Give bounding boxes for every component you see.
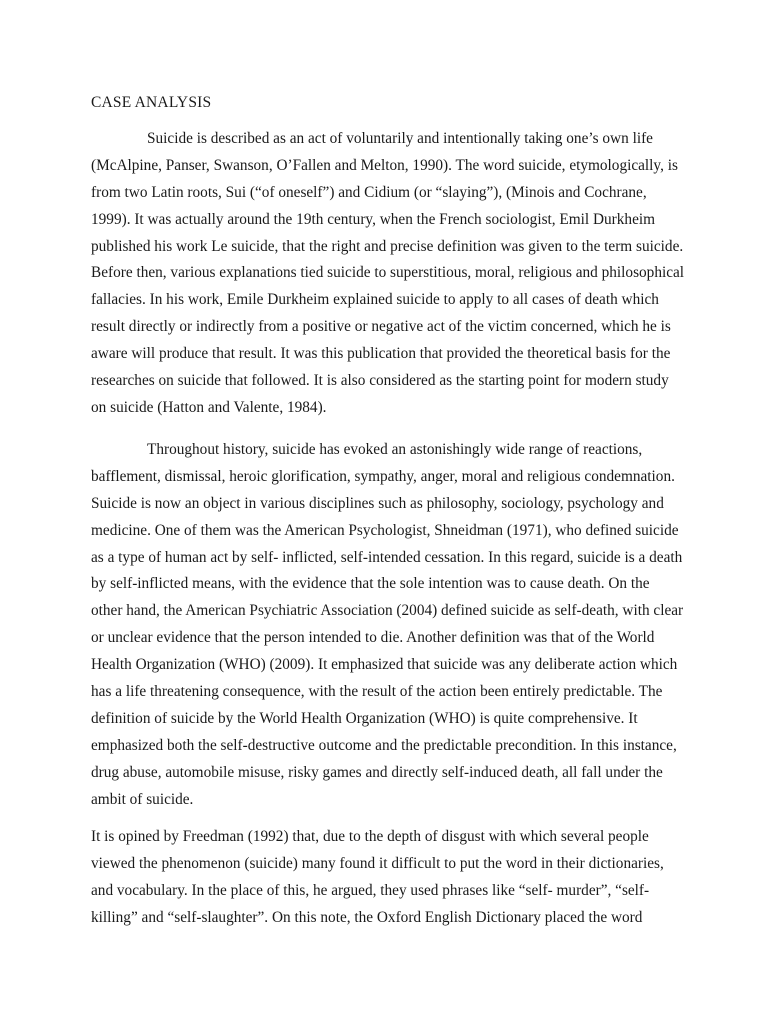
paragraph-line: Suicide is now an object in various disciplines such as philosophy, sociology, psychology and bbox=[91, 494, 664, 512]
paragraph-line: by self-inflicted means, with the evidence that the sole intention was to cause death. On the bbox=[91, 575, 650, 593]
paragraph-line: as a type of human act by self- inflicted, self-intended cessation. In this regard, suicide is a death bbox=[91, 548, 683, 566]
paragraph-line: killing” and “self-slaughter”. On this note, the Oxford English Dictionary placed the word bbox=[91, 908, 643, 926]
paragraph-3 bbox=[91, 824, 681, 932]
paragraph-line: 1999). It was actually around the 19th century, when the French sociologist, Emil Durkheim bbox=[91, 210, 656, 228]
paragraph-line: It is opined by Freedman (1992) that, due to the depth of disgust with which several people bbox=[91, 828, 649, 845]
paragraph-line: emphasized both the self-destructive outcome and the predictable precondition. In this instance, bbox=[91, 736, 677, 754]
paragraph-line: Throughout history, suicide has evoked an astonishingly wide range of reactions, bbox=[147, 441, 643, 458]
paragraph-line: drug abuse, automobile misuse, risky games and directly self-induced death, all fall under the bbox=[91, 763, 663, 781]
paragraph-line: definition of suicide by the World Health Organization (WHO) is quite comprehensive. It bbox=[91, 709, 638, 727]
paragraph-line: aware will produce that result. It was this publication that provided the theoretical basis for the bbox=[91, 345, 671, 363]
paragraph-1 bbox=[91, 126, 685, 422]
paragraph-line: Before then, various explanations tied suicide to superstitious, moral, religious and philosophical bbox=[91, 264, 685, 282]
paragraph-line: result directly or indirectly from a positive or negative act of the victim concerned, which he is bbox=[91, 318, 671, 336]
paragraph-line: on suicide (Hatton and Valente, 1984). bbox=[91, 398, 327, 416]
paragraph-2 bbox=[91, 437, 684, 813]
paragraph-line: published his work Le suicide, that the right and precise definition was given to the term suicide. bbox=[91, 237, 684, 255]
paragraph-line: researches on suicide that followed. It is also considered as the starting point for modern study bbox=[91, 372, 669, 390]
paragraph-line: from two Latin roots, Sui (“of oneself”) and Cidium (or “slaying”), (Minois and Cochrane, bbox=[91, 183, 647, 201]
document-heading: CASE ANALYSIS bbox=[91, 94, 212, 111]
paragraph-line: and vocabulary. In the place of this, he argued, they used phrases like “self- murder”, “self- bbox=[91, 881, 650, 899]
paragraph-line: viewed the phenomenon (suicide) many found it difficult to put the word in their dictionaries, bbox=[91, 854, 664, 872]
paragraph-line: fallacies. In his work, Emile Durkheim explained suicide to apply to all cases of death which bbox=[91, 291, 659, 309]
paragraph-line: Health Organization (WHO) (2009). It emphasized that suicide was any deliberate action which bbox=[91, 656, 678, 674]
paragraph-line: bafflement, dismissal, heroic glorification, sympathy, anger, moral and religious condemnation. bbox=[91, 467, 675, 485]
paragraph-line: (McAlpine, Panser, Swanson, O’Fallen and Melton, 1990). The word suicide, etymologically, is bbox=[91, 156, 678, 174]
paragraph-line: medicine. One of them was the American Psychologist, Shneidman (1971), who defined suicide bbox=[91, 521, 679, 539]
paragraph-line: or unclear evidence that the person intended to die. Another definition was that of the World bbox=[91, 629, 655, 647]
paragraph-line: other hand, the American Psychiatric Association (2004) defined suicide as self-death, with clear bbox=[91, 602, 684, 620]
paragraph-line: ambit of suicide. bbox=[91, 790, 194, 808]
paragraph-line: has a life threatening consequence, with the result of the action been entirely predictable. The bbox=[91, 683, 663, 701]
paragraph-line: Suicide is described as an act of voluntarily and intentionally taking one’s own life bbox=[147, 130, 653, 147]
